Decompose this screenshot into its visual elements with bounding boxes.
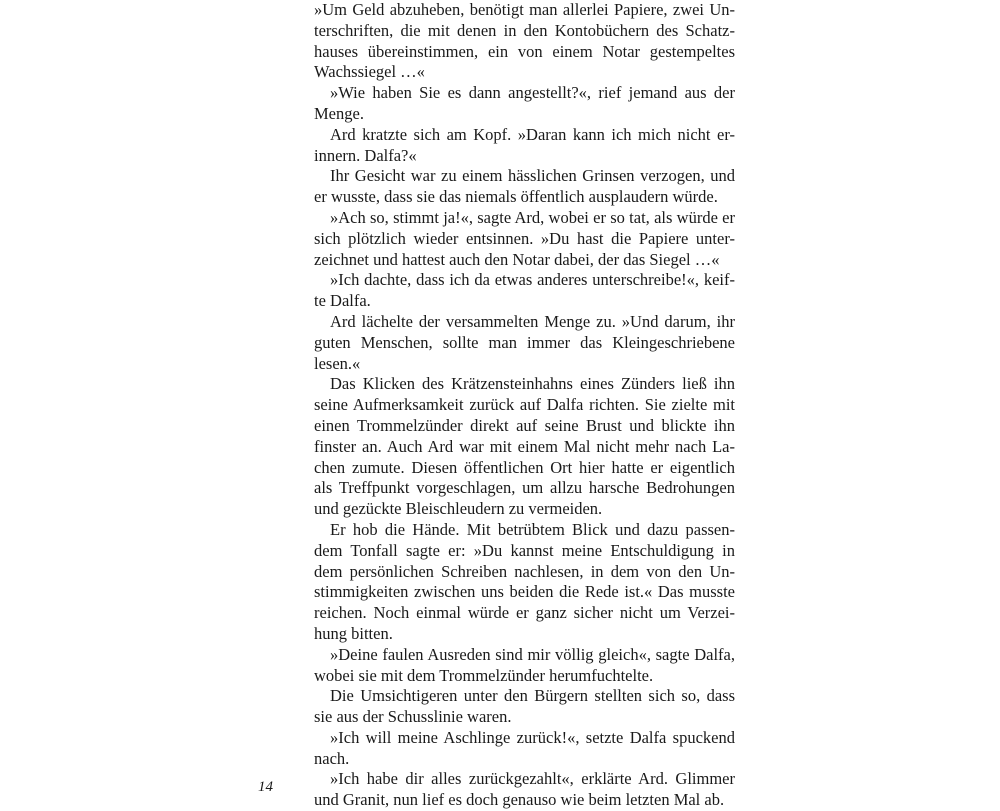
text-line: »Um Geld abzuheben, benötigt man allerlei Papiere, zwei Un- <box>314 0 735 19</box>
text-line: lesen.« <box>314 353 361 373</box>
text-line: Ard lächelte der versammelten Menge zu. »Und darum, ihr <box>330 311 735 331</box>
text-line: einen Trommelzünder direkt auf seine Brust und blickte ihn <box>314 415 735 435</box>
text-line: Ihr Gesicht war zu einem hässlichen Grinsen verzogen, und <box>330 166 735 186</box>
text-line: Menge. <box>314 103 364 123</box>
text-line: und gezückte Bleischleudern zu vermeiden. <box>314 499 603 519</box>
text-line: »Ach so, stimmt ja!«, sagte Ard, wobei er so tat, als würde er <box>330 207 735 227</box>
text-line: zeichnet und hattest auch den Notar dabei, der das Siegel …« <box>314 249 720 269</box>
text-line: dem Tonfall sagte er: »Du kannst meine Entschuldigung in <box>314 540 735 560</box>
text-line: wobei sie mit dem Trommelzünder herumfuchtelte. <box>314 665 654 685</box>
text-line: stimmigkeiten zwischen uns beiden die Rede ist.« Das musste <box>314 582 735 602</box>
text-line: Wachssiegel …« <box>314 62 425 82</box>
text-line: sie aus der Schusslinie waren. <box>314 707 512 727</box>
text-line: guten Menschen, sollte man immer das Kleingeschriebene <box>314 332 735 352</box>
text-line: reichen. Noch einmal würde er ganz sicher nicht um Verzei- <box>314 603 735 623</box>
text-line: innern. Dalfa?« <box>314 145 417 165</box>
text-line: »Ich will meine Aschlinge zurück!«, setzte Dalfa spuckend <box>330 727 735 747</box>
text-line: te Dalfa. <box>314 291 371 311</box>
body-text-column <box>314 0 735 811</box>
text-line: Er hob die Hände. Mit betrübtem Blick und dazu passen- <box>330 519 735 539</box>
text-line: Das Klicken des Krätzensteinhahns eines Zünders ließ ihn <box>330 374 735 394</box>
text-line: hung bitten. <box>314 623 393 643</box>
text-line: »Deine faulen Ausreden sind mir völlig gleich«, sagte Dalfa, <box>330 644 735 664</box>
text-line: dem persönlichen Schreiben nachlesen, in dem von den Un- <box>314 561 735 581</box>
text-line: seine Aufmerksamkeit zurück auf Dalfa richten. Sie zielte mit <box>314 395 735 415</box>
text-line: Ard kratzte sich am Kopf. »Daran kann ich mich nicht er- <box>330 124 735 144</box>
text-line: terschriften, die mit denen in den Kontobüchern des Schatz- <box>314 20 735 40</box>
text-line: nach. <box>314 748 350 768</box>
text-line: sich plötzlich wieder entsinnen. »Du hast die Papiere unter- <box>314 228 735 248</box>
text-line: und Granit, nun lief es doch genauso wie beim letzten Mal ab. <box>314 790 725 810</box>
text-line: hauses übereinstimmen, ein von einem Notar gestempeltes <box>314 41 735 61</box>
text-line: »Ich dachte, dass ich da etwas anderes unterschreibe!«, keif- <box>330 270 735 290</box>
text-line: Die Umsichtigeren unter den Bürgern stellten sich so, dass <box>330 686 735 706</box>
text-line: chen zumute. Diesen öffentlichen Ort hier hatte er eigentlich <box>314 457 735 477</box>
text-line: »Wie haben Sie es dann angestellt?«, rief jemand aus der <box>330 83 735 103</box>
page-number: 14 <box>258 779 273 795</box>
text-line: finster an. Auch Ard war mit einem Mal nicht mehr nach La- <box>314 436 735 456</box>
text-line: »Ich habe dir alles zurückgezahlt«, erklärte Ard. Glimmer <box>330 769 735 789</box>
text-line: als Treffpunkt vorgeschlagen, um allzu harsche Bedrohungen <box>314 478 735 498</box>
text-line: er wusste, dass sie das niemals öffentlich ausplaudern würde. <box>314 187 718 207</box>
